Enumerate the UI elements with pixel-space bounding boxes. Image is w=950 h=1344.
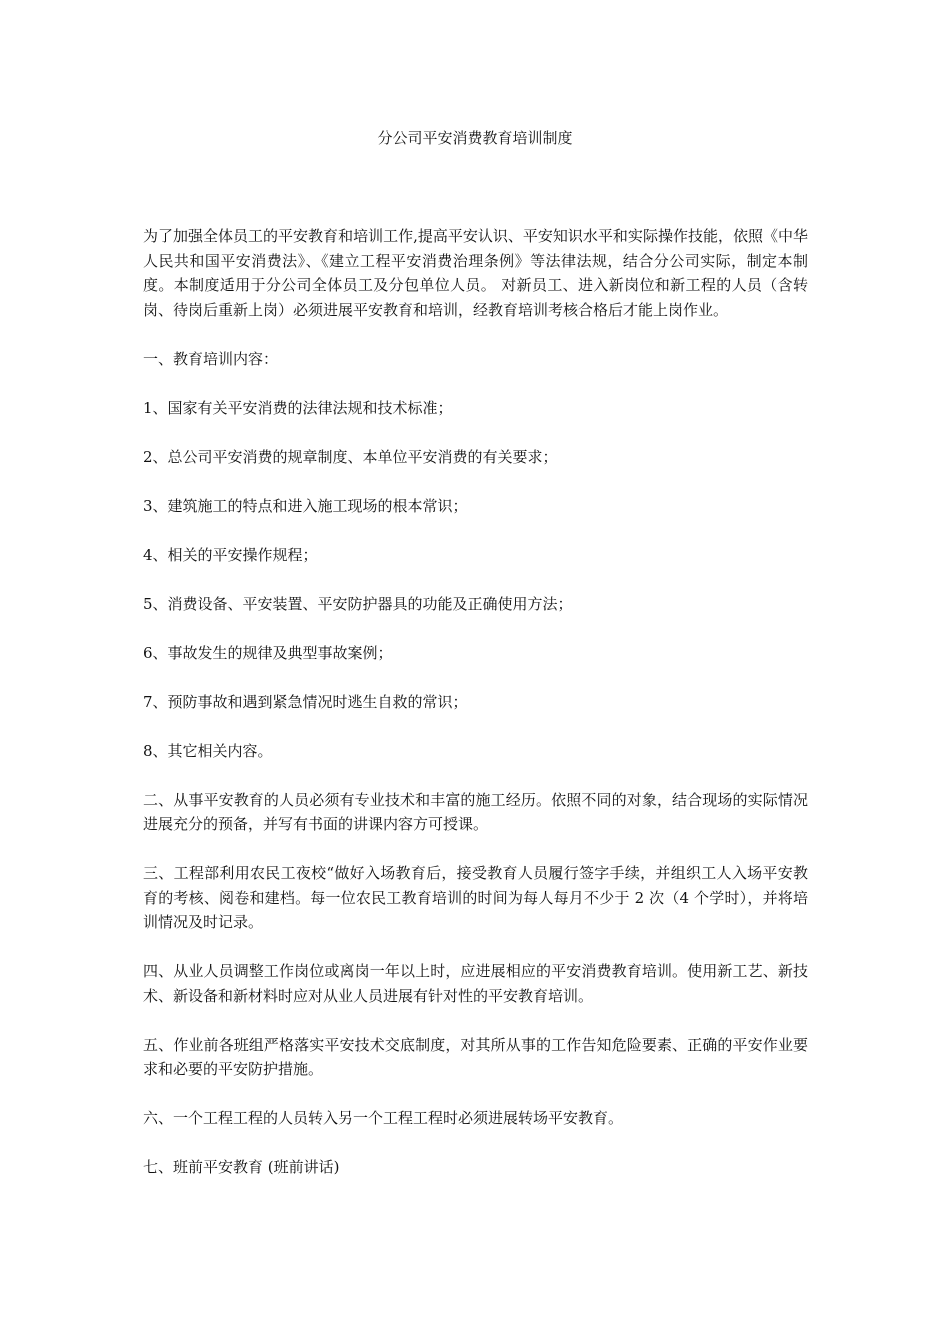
section-heading-7: 七、班前平安教育 (班前讲话) <box>143 1158 340 1176</box>
section-paragraph-3: 三、工程部利用农民工夜校“做好入场教育后，接受教育人员履行签字手续，并组织工人入场平安教育的考核、阅卷和建档。每一位农民工教育培训的时间为每人每月不少于 2 次（4 个学时），并将培训情况及时记录。 <box>143 864 808 931</box>
list-item: 1、国家有关平安消费的法律法规和技术标准； <box>143 398 453 417</box>
section-heading-1: 一、教育培训内容： <box>143 349 279 368</box>
list-item: 3、建筑施工的特点和进入施工现场的根本常识； <box>143 496 468 515</box>
section-paragraph-6: 六、一个工程工程的人员转入另一个工程工程时必须进展转场平安教育。 <box>143 1109 624 1127</box>
list-item: 7、预防事故和遇到紧急情况时逃生自救的常识； <box>143 692 468 711</box>
list-item: 2、总公司平安消费的规章制度、本单位平安消费的有关要求； <box>143 447 558 466</box>
section-paragraph-4: 四、从业人员调整工作岗位或离岗一年以上时，应进展相应的平安消费教育培训。使用新工艺、新技术、新设备和新材料时应对从业人员进展有针对性的平安教育培训。 <box>143 962 808 1005</box>
document-title: 分公司平安消费教育培训制度 <box>377 129 573 147</box>
document-body <box>143 224 808 1180</box>
section-paragraph-2: 二、从事平安教育的人员必须有专业技术和丰富的施工经历。依照不同的对象，结合现场的实际情况进展充分的预备，并写有书面的讲课内容方可授课。 <box>143 790 808 833</box>
intro-paragraph: 为了加强全体员工的平安教育和培训工作,提高平安认识、平安知识水平和实际操作技能，依照《中华人民共和国平安消费法》、《建立工程平安消费治理条例》等法律法规，结合分公司实际，制定本制度。本制度适用于分公司全体员工及分包单位人员。 对新员工、进入新岗位和新工程的人员（含转岗、待岗后重新上岗）必须进展平安教育和培训，经教育培训考核合格后才能上岗作业。 <box>143 227 808 319</box>
list-item: 5、消费设备、平安装置、平安防护器具的功能及正确使用方法； <box>143 594 573 613</box>
section-paragraph-5: 五、作业前各班组严格落实平安技术交底制度，对其所从事的工作告知危险要素、正确的平安作业要求和必要的平安防护措施。 <box>143 1035 808 1078</box>
list-item: 6、事故发生的规律及典型事故案例； <box>143 643 393 662</box>
list-item: 8、其它相关内容。 <box>143 741 273 760</box>
list-item: 4、相关的平安操作规程； <box>143 545 318 564</box>
